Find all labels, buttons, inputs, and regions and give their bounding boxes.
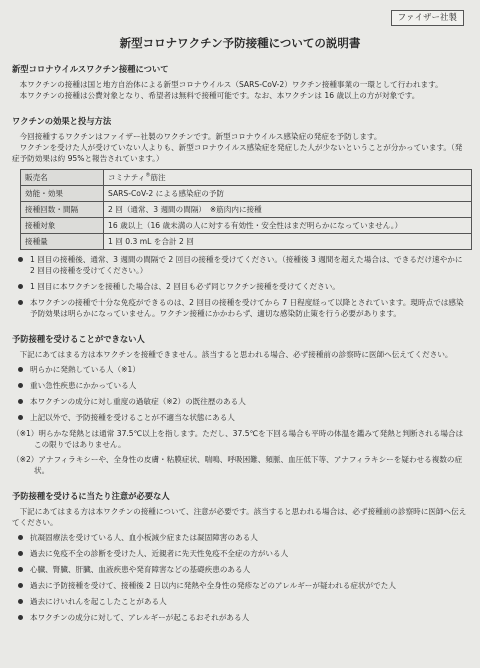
document-title: 新型コロナワクチン予防接種についての説明書: [119, 36, 361, 50]
list-item-text: 1 回目に本ワクチンを接種した場合は、2 回目も必ず同じワクチン接種を受けてください。: [30, 282, 340, 291]
paragraph: 本ワクチンの接種は公費対象となり、希望者は無料で接種可能です。なお、本ワクチンは 16 歳以上の方が対象です。: [19, 91, 420, 100]
bullet-icon: [18, 615, 23, 620]
table-row: [21, 218, 472, 234]
bullet-icon: [18, 367, 23, 372]
footnote: （※1）明らかな発熱とは通常 37.5℃以上を指します。ただし、37.5℃を下回る場合も平時の体温を鑑みて発熱と判断される場合はこの限りではありません。: [12, 429, 464, 449]
section-caution-required: [12, 490, 468, 623]
paragraph: 下記にあてはまる方は本ワクチンの接種について、注意が必要です。該当すると思われる場合は、必ず接種前の診察時に医師へ伝えてください。: [12, 507, 467, 527]
table-value: 2 回（通常、3 週間の間隔） ※筋肉内に接種: [104, 202, 472, 218]
table-row: [21, 170, 472, 186]
list-item: [12, 580, 468, 591]
table-key: 接種量: [21, 234, 104, 250]
list-item: [12, 380, 468, 391]
list-item-text: 過去に予防接種を受けて、接種後 2 日以内に発熱や全身性の発疹などのアレルギーが疑われる症状がでた人: [30, 581, 396, 590]
bullet-list: [12, 364, 468, 423]
section-heading: 予防接種を受けることができない人: [12, 334, 145, 344]
list-item-text: 本ワクチンの成分に対し重度の過敏症（※2）の既往歴のある人: [30, 397, 246, 406]
paragraph: 下記にあてはまる方は本ワクチンを接種できません。該当すると思われる場合、必ず接種前の診察時に医師へ伝えてください。: [19, 350, 453, 359]
paragraph: 本ワクチンの接種は国と地方自治体による新型コロナウイルス（SARS-CoV-2）ワクチン接種事業の一環として行われます。: [19, 80, 443, 89]
table-value: 16 歳以上（16 歳未満の人に対する有効性・安全性はまだ明らかになっていません。）: [104, 218, 472, 234]
bullet-icon: [18, 383, 23, 388]
list-item: [12, 254, 468, 276]
bullet-list: [12, 254, 468, 319]
bullet-icon: [18, 257, 23, 262]
bullet-icon: [18, 599, 23, 604]
bullet-icon: [18, 551, 23, 556]
paragraph: ワクチンを受けた人が受けていない人よりも、新型コロナウイルス感染症を発症した人が少ないということが分かっています。（発症予防効果は約 95%と報告されています。）: [12, 143, 463, 163]
bullet-icon: [18, 415, 23, 420]
table-row: [21, 202, 472, 218]
bullet-icon: [18, 300, 23, 305]
list-item-text: 心臓、腎臓、肝臓、血液疾患や発育障害などの基礎疾患のある人: [30, 565, 251, 574]
footnote: （※2）アナフィラキシーや、全身性の皮膚・粘膜症状、喘鳴、呼吸困難、頻脈、血圧低下等、アナフィラキシーを疑わせる複数の症状。: [12, 455, 463, 475]
section-cannot-receive: [12, 333, 468, 476]
section-heading: 新型コロナウイルスワクチン接種について: [12, 64, 169, 74]
table-value: 1 回 0.3 mL を合計 2 回: [104, 234, 472, 250]
list-item-text: 本ワクチンの成分に対して、アレルギーが起こるおそれがある人: [30, 613, 250, 622]
bullet-icon: [18, 399, 23, 404]
bullet-icon: [18, 535, 23, 540]
list-item: [12, 412, 468, 423]
table-value: SARS-CoV-2 による感染症の予防: [104, 186, 472, 202]
list-item: [12, 364, 468, 375]
bullet-icon: [18, 583, 23, 588]
table-row: [21, 186, 472, 202]
product-form: 筋注: [150, 172, 166, 182]
section-effect-and-dosage: [12, 115, 468, 319]
bullet-icon: [18, 284, 23, 289]
table-key: 効能・効果: [21, 186, 104, 202]
table-key: 接種対象: [21, 218, 104, 234]
list-item-text: 明らかに発熱している人（※1）: [30, 365, 140, 374]
list-item: [12, 532, 468, 543]
table-value: [104, 170, 472, 186]
list-item: [12, 281, 468, 292]
list-item-text: 本ワクチンの接種で十分な免疫ができるのは、2 回目の接種を受けてから 7 日程度経って以降とされています。現時点では感染予防効果は明らかになっていません。ワクチン接種にかかわらず、適切な感染防止策を行う必要があります。: [30, 298, 464, 318]
bullet-icon: [18, 567, 23, 572]
manufacturer-label: ファイザー社製: [391, 10, 464, 26]
list-item-text: 上記以外で、予防接種を受けることが不適当な状態にある人: [30, 413, 235, 422]
list-item: [12, 596, 468, 607]
section-heading: 予防接種を受けるに当たり注意が必要な人: [12, 491, 170, 501]
list-item: [12, 612, 468, 623]
list-item-text: 抗凝固療法を受けている人、血小板減少症または凝固障害のある人: [30, 533, 258, 542]
paragraph: 今回接種するワクチンはファイザー社製のワクチンです。新型コロナウイルス感染症の発症を予防します。: [19, 132, 382, 141]
table-key: 販売名: [21, 170, 104, 186]
vaccine-info-table: [20, 169, 472, 250]
registered-mark: ®: [145, 171, 151, 178]
list-item: [12, 564, 468, 575]
list-item: [12, 396, 468, 407]
bullet-list: [12, 532, 468, 623]
product-name: コミナティ: [108, 172, 146, 182]
list-item: [12, 297, 468, 319]
list-item-text: 重い急性疾患にかかっている人: [30, 381, 137, 390]
section-heading: ワクチンの効果と投与方法: [12, 116, 112, 126]
list-item-text: 1 回目の接種後、通常、3 週間の間隔で 2 回目の接種を受けてください。（接種後 3 週間を超えた場合は、できるだけ速やかに 2 回目の接種を受けてください。）: [30, 255, 463, 275]
table-row: [21, 234, 472, 250]
table-key: 接種回数・間隔: [21, 202, 104, 218]
list-item-text: 過去に免疫不全の診断を受けた人、近親者に先天性免疫不全症の方がいる人: [30, 549, 289, 558]
list-item: [12, 548, 468, 559]
section-about-vaccination: [12, 63, 468, 101]
list-item-text: 過去にけいれんを起こしたことがある人: [30, 597, 167, 606]
